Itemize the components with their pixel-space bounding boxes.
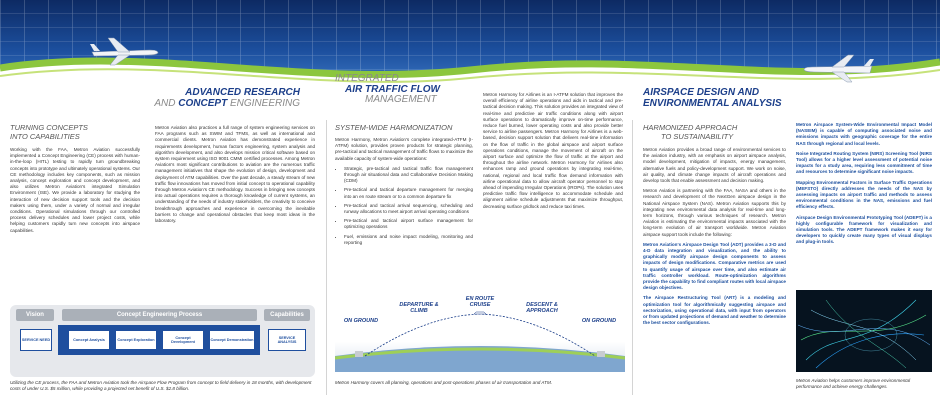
phase-descent-approach: DESCENT & APPROACH <box>526 302 558 314</box>
service-need-box: SERVICE NEED <box>20 329 52 351</box>
list-item: • Pre-tactical and tactical departure management for merging into an en route stream or to a common departure fix <box>344 187 473 199</box>
service-analysis-box: SERVICE ANALYSIS <box>268 329 306 351</box>
column-divider <box>632 120 633 395</box>
subheading-concepts: TURNING CONCEPTS INTO CAPABILITIES <box>10 123 88 141</box>
list-item: • Pre-tactical and tactical arrival sequencing, scheduling and runway allocations to meet airport arrival operating conditions <box>344 203 473 215</box>
body-text-env-tools: Metron Airspace System-Wide Environmental Impact Model (NASEIM) is capable of computing associated noise and emissions impacts with geographic coverage for the entire NAS through regional and local levels. Noise Integrated Routing System (NIRS) Screening Tool (NIRS Tool) allows for a higher level assessment of potential noise impacts for a study area, requiring less commitment of time and resources to determine significant noise impacts. Mapping Environmental Factors in Surface Traffic Operations (MEFSTO) directly addresses the needs of the NAS by assessing impacts on airport traffic and methods to assess environmental conditions in the NAS, emissions and fuel efficiency effects. Airspace Design Environmental Prototyping Tool (ADEPT) is a highly configurable framework for visualization and simulation tools. The ADEPT framework makes it easy for developers to quickly create many types of visual displays and plug-in tools. <box>796 122 932 245</box>
section-title-research: ADVANCED RESEARCH AND CONCEPT ENGINEERING <box>154 87 300 109</box>
concept-engineering-diagram <box>10 305 315 377</box>
body-text-system-engineering: Metron Aviation also practices a full range of system engineering services on FAA programs such as SWIM and TFMS, as well as international and commercial clients. Metron Aviation has demonstrated experience in requirements development, human factors engineering, system analysis and algorithm development, and also develops mission critical software based on system requirement using ISO 9001 CMMI certified processes. Among Metron Aviation's most significant contributions to aviation are the numerous traffic management initiatives that shape the evolution of design, development and deployment of ATM capabilities. Over the past decade, a steady stream of new traffic flow innovations has moved from initial concept to operational capability through Metron Aviation's CE methodology. Success in bringing new concepts into actual operations requires a thorough knowledge of current systems, an understanding of the needs of industry stakeholders, the creativity to conceive breakthrough approaches and experience in overcoming the inevitable barriers to change and operational obstacles that keep most ideas in the laboratory. <box>155 125 315 224</box>
airplane-left-icon <box>90 36 160 66</box>
list-item: • Pre-tactical and tactical airport surface management for optimizing operations <box>344 218 473 230</box>
subheading-sustainability: HARMONIZED APPROACH TO SUSTAINABILITY <box>643 123 738 141</box>
traffic-visualization-image <box>796 290 932 372</box>
harmony-capability-list <box>335 166 473 246</box>
phase-departure-climb: DEPARTURE & CLIMB <box>399 302 439 314</box>
caption-environment: Metron Aviation helps customers improve environmental performance and achieve energy challenges. <box>796 378 911 389</box>
body-text-harmony: Metron Harmony, Metron Aviation's complete integrated-ATFM (I-ATFM) solution, provides proven products for strategic planning, pre-tactical and tactical management of traffic flows to maximize the available capacity of system-wide operations: • Strategic, pre-tactical and tactical traffic flow management through air situational data and Collaborative Decision Making (CDM) • Pre-tactical and tactical departure management for merging into an en route stream or to a common departure fix • Pre-tactical and tactical arrival sequencing, scheduling and runway allocations to meet airport arrival operating conditions • Pre-tactical and tactical airport surface management for optimizing operations • Fuel, emissions and noise impact modeling, monitoring and reporting <box>335 137 473 250</box>
subheading-harmonization: SYSTEM-WIDE HARMONIZATION <box>335 123 453 132</box>
phase-on-ground-end: ON GROUND <box>581 318 617 324</box>
step-concept-analysis: Concept Analysis <box>68 330 110 350</box>
caption-ce-process: Utilizing the CE process, the FAA and Metron Aviation took the Airspace Flow Program from concept to field delivery in 18 months, with development costs of under U.S. $5 million, while providing a projected net benefit of U.S. $2.8 billion. <box>10 380 312 391</box>
step-concept-development: Concept Development <box>162 330 204 350</box>
phase-on-ground-start: ON GROUND <box>343 318 379 324</box>
list-item: • Strategic, pre-tactical and tactical traffic flow management through air situational data and Collaborative Decision Making (CDM) <box>344 166 473 185</box>
capabilities-label: Capabilities <box>264 309 310 321</box>
section-title-airspace: AIRSPACE DESIGN AND ENVIRONMENTAL ANALYSIS <box>643 87 782 109</box>
column-divider <box>326 120 327 395</box>
phase-en-route-cruise: EN ROUTE CRUISE <box>465 296 495 308</box>
caption-harmony: Metron Harmony covers all planning, operations and post-operations phases of air transportation and ATM. <box>335 380 553 385</box>
body-text-environment: Metron Aviation provides a broad range of environmental services to the aviation industry, with an emphasis on airport airspace analysis, model development, mitigation of impacts, energy management, alternative fuels and policy-development support. We work on noise, air quality, and climate change impacts of aircraft operations and develop tools that enable assessment and decision making. Metron Aviation is partnering with the FAA, NASA and others in the research and development of the NextGen airspace design in the National Airspace System (NAS). Metron Aviation supports this by integrating new environmental data analysis for real-time and long-term horizons, through various techniques of research. Metron Aviation is estimating the environmental impacts associated with the long-term evolution of air transport worldwide. Metron Aviation airspace support tools include the following: Metron Aviation's Airspace Design Tool (ADT) provides a 3-D and 4-D data integration and visualization, and the ability to graphically modify airspace design components to assess impacts of design modifications. Comparative metrics are used to quantify usage of airspace over time, and also estimate air traffic controller workload. Route-optimization algorithms provide the capability to find compliant routes with local airspace design objectives. The Airspace Restructuring Tool (ART) is a modeling and optimization tool for algorithmically suggesting airspace and sectorization, using operational data, with input from operators or from updated projections of demand and weather to determine the best sector configurations. <box>643 147 786 326</box>
body-text-harmony-airlines: Metron Harmony for Airlines is an I-ATFM solution that improves the overall efficiency of airline operations and aids in tactical and pre-tactical decision making. This solution provides an integrated view of real-time and predictive air traffic conditions along with airport surface operations to dramatically improve on-time performance, reduce fuel burned, lower operating costs and also provide better service to airline passengers. Metron Harmony for Airlines is a web-based, decision support solution that delivers real-time information on the flow of traffic in the global airspace and airport surface operations conditions, manage the movement of aircraft on the airport surface and optimize the flow of traffic at the airport and throughout the airline network. Metron Harmony for Airlines also enhances ramp and ground operations by integrating real-time, national, regional and local traffic flow demand information with airline operational data to allow aircraft operator personnel to stay ahead of impending Irregular Operations (IROPs). The solution uses predictive traffic flow intelligence to accommodate schedule and alignment airline schedule adjustments that maximize throughput, decreasing surface gridlock and reduce taxi times. <box>483 92 623 209</box>
step-concept-exploration: Concept Exploration <box>115 330 157 350</box>
section-title-atfm: INTEGRATED AIR TRAFFIC FLOW MANAGEMENT <box>335 73 440 105</box>
vision-label: Vision <box>16 309 54 321</box>
flight-phases-illustration <box>335 296 625 372</box>
airplane-right-icon <box>800 52 875 84</box>
process-label: Concept Engineering Process <box>62 309 257 321</box>
list-item: • Fuel, emissions and noise impact modeling, monitoring and reporting <box>344 234 473 246</box>
flight-tracks-graphic <box>796 290 932 372</box>
step-concept-demonstration: Concept Demonstration <box>209 330 255 350</box>
body-text-concept-engineering: Working with the FAA, Metron Aviation successfully implemented a Concept Engineering (CE) process with human-in-the-loop (HITL) testing to rapidly turn groundbreaking concepts into prototype and ultimately operational systems. Our CE methodology includes key components, such as mission analysis, concept exploration and concept development, and also utilizes Metron Aviation's integrated Simulation Environment (ISE). We provide a laboratory for studying the interaction of new decision support tools and the decision makers using them, under a variety of normal and irregular conditions. Operational simulations through our controlled process delivery schedules and lower project costs, while helping customers rapidly turn new concepts into airspace capabilities. <box>10 147 140 233</box>
